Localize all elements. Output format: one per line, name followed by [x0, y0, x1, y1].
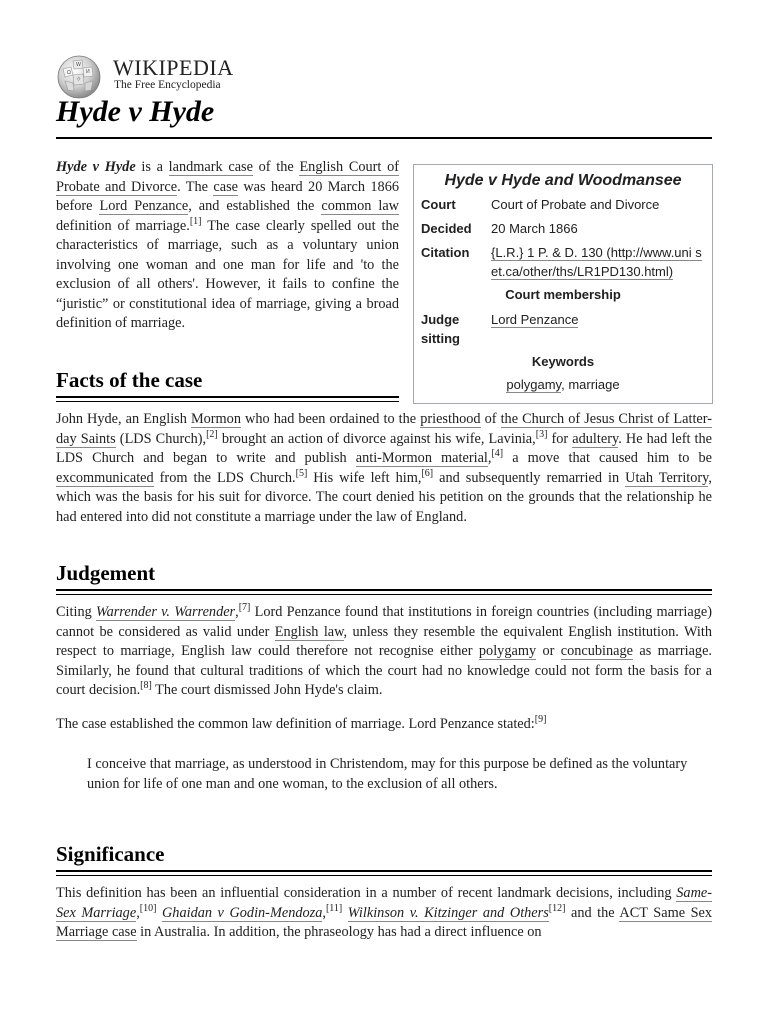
infobox-keywords-header: Keywords: [531, 354, 595, 369]
ref-7[interactable]: [7]: [238, 602, 251, 614]
svg-text:W: W: [76, 62, 81, 68]
judge-link[interactable]: Lord Penzance: [491, 312, 579, 327]
link-court-probate-divorce[interactable]: English Court of Probate and Divorce: [56, 159, 399, 195]
ref-4[interactable]: [4]: [491, 448, 504, 460]
intro-paragraph: Hyde v Hyde is a landmark case of the English Court of Probate and Divorce. The case was heard 20 March 1866 before Lord Penzance, and established the common law definition of marriage.[1] The case clearly spelled out the characteristics of marriage, such as a voluntary union involving one woman and one man for life and 'to the exclusion of all others'. However, it fails to confine the “juristic” or constitutional idea of marriage, giving a broad definition of marriage.: [56, 159, 399, 331]
infobox-title: Hyde v Hyde and Woodmansee: [444, 172, 682, 189]
infobox-judge-label: Judge sitting: [421, 312, 460, 346]
keyword-polygamy-link[interactable]: polygamy: [506, 377, 562, 392]
link-warrender[interactable]: Warrender v. Warrender: [96, 604, 236, 620]
link-common-law[interactable]: common law: [321, 198, 399, 214]
wikipedia-globe-icon: [55, 53, 103, 99]
heading-facts-rule: [56, 396, 399, 398]
svg-text:ウ: ウ: [76, 77, 82, 83]
judgement-paragraph: Citing Warrender v. Warrender,[7] Lord Penzance found that institutions in foreign countries (including marriage) cannot be considered as valid under English law, unless they resemble the equivalent English institution. With respect to marriage, English law could therefore not recognise either polygamy or concubinage as marriage. Similarly, he found that cultural traditions of which the court had no knowledge could not form the basis for a court decision.[8] The court dismissed John Hyde's claim.: [56, 602, 713, 698]
ref-8[interactable]: [8]: [140, 680, 152, 692]
ref-9[interactable]: [9]: [534, 714, 547, 726]
significance-paragraph: This definition has been an influential consideration in a number of recent landmark decisions, including Same-Sex Marriage,[10] Ghaidan v Godin-Mendoza,[11] Wilkinson v. Kitzinger and Others[12] and the ACT Same Sex Marriage case in Australia. In addition, the phraseology has had a direct influence on: [56, 885, 713, 940]
ref-1[interactable]: [1]: [189, 215, 202, 227]
link-priesthood[interactable]: priesthood: [420, 411, 481, 427]
link-adultery[interactable]: adultery: [572, 430, 619, 447]
link-ghaidan[interactable]: Ghaidan v Godin-Mendoza: [161, 904, 323, 921]
infobox-membership-header: Court membership: [505, 287, 621, 302]
link-polygamy[interactable]: polygamy: [478, 643, 537, 659]
keyword-marriage: marriage: [568, 377, 620, 392]
link-anti-mormon[interactable]: anti-Mormon material: [355, 450, 488, 466]
heading-significance-rule-2: [56, 875, 712, 876]
link-utah-territory[interactable]: Utah Territory: [625, 469, 709, 486]
infobox-court-label: Court: [421, 197, 456, 212]
heading-facts-rule-2: [56, 401, 399, 402]
heading-significance: Significance: [56, 842, 165, 866]
tagline: The Free Encyclopedia: [114, 79, 221, 91]
link-act-case[interactable]: ACT Same Sex Marriage case: [56, 904, 713, 940]
ref-12[interactable]: [12]: [548, 902, 566, 914]
wordmark: WIKIPEDIA: [113, 55, 234, 80]
penzance-quote: I conceive that marriage, as understood in Christendom, may for this purpose be defined as the voluntary union for life of one man and one woman, to the exclusion of all others.: [87, 756, 688, 792]
infobox-decided-label: Decided: [421, 221, 472, 236]
heading-significance-rule: [56, 870, 712, 872]
infobox-keywords: polygamy, marriage: [506, 377, 620, 392]
link-english-law[interactable]: English law: [274, 623, 344, 640]
link-lord-penzance[interactable]: Lord Penzance: [99, 198, 189, 214]
link-landmark-case[interactable]: landmark case: [168, 159, 253, 175]
ref-6[interactable]: [6]: [421, 467, 434, 479]
infobox-citation-label: Citation: [421, 245, 470, 260]
link-concubinage[interactable]: concubinage: [560, 643, 633, 659]
ref-10[interactable]: [10]: [139, 902, 157, 914]
link-excommunicated[interactable]: excommunicated: [56, 469, 154, 486]
heading-judgement-rule: [56, 589, 712, 591]
ref-11[interactable]: [11]: [325, 902, 343, 914]
ref-5[interactable]: [5]: [295, 467, 308, 479]
link-lds-church[interactable]: the Church of Jesus Christ of Latter-day Saints: [56, 411, 712, 447]
infobox: [413, 164, 713, 404]
wikipedia-logo[interactable]: [55, 53, 255, 99]
link-same-sex-marriage[interactable]: Same-Sex Marriage: [56, 885, 712, 921]
infobox-decided-value: 20 March 1866: [491, 221, 578, 236]
page-title: Hyde v Hyde: [56, 95, 215, 128]
ref-3[interactable]: [3]: [535, 428, 548, 440]
heading-judgement: Judgement: [56, 561, 156, 585]
link-case[interactable]: case: [213, 178, 238, 195]
heading-judgement-rule-2: [56, 594, 712, 595]
svg-text:Ω: Ω: [67, 70, 71, 76]
link-mormon[interactable]: Mormon: [190, 411, 241, 427]
infobox-court-value: Court of Probate and Divorce: [491, 197, 660, 212]
facts-paragraph: John Hyde, an English Mormon who had been ordained to the priesthood of the Church of Jesus Christ of Latter-day Saints (LDS Church),[2] brought an action of divorce against his wife, Lavinia,[3] for adultery. He had left the LDS Church and began to write and publish anti-Mormon material,[4] a move that caused him to be excommunicated from the LDS Church.[5] His wife left him,[6] and subsequently remarried in Utah Territory, which was the basis for his suit for divorce. The court denied his petition on the grounds that the relationship he had entered into did not constitute a marriage under the law of England.: [56, 411, 713, 525]
citation-link[interactable]: {L.R.} 1 P. & D. 130 (http://www.uni set.ca/other/ths/LR1PD130.html): [491, 245, 702, 279]
infobox-citation-value[interactable]: [491, 243, 707, 281]
link-wilkinson[interactable]: Wilkinson v. Kitzinger and Others: [347, 904, 549, 921]
title-underline: [56, 137, 712, 139]
ref-2[interactable]: [2]: [206, 428, 218, 440]
svg-text:И: И: [86, 69, 90, 75]
heading-facts: Facts of the case: [56, 368, 203, 392]
judgement-paragraph-2: The case established the common law definition of marriage. Lord Penzance stated:[9]: [56, 714, 547, 732]
